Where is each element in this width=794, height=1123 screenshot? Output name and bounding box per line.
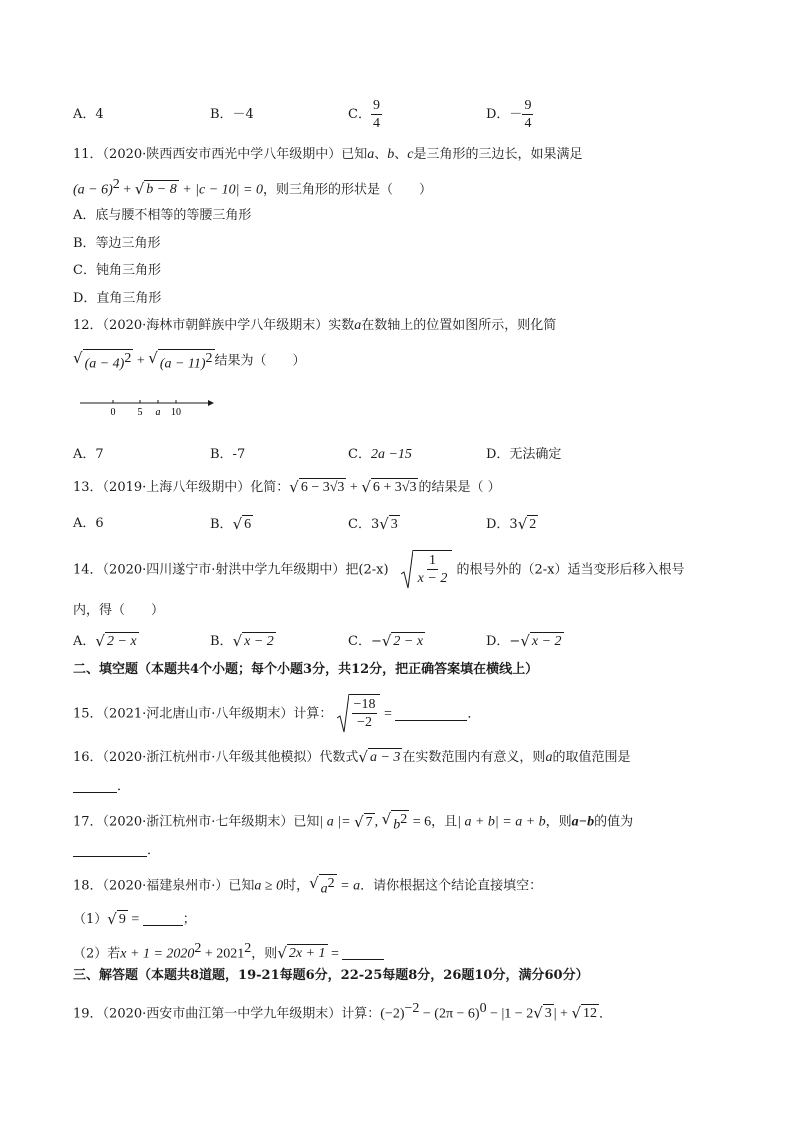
- separator: 、: [374, 147, 388, 162]
- radical-sign-icon: [401, 550, 413, 590]
- math-op: +: [119, 182, 135, 198]
- q10-option-a: A．4: [73, 107, 104, 122]
- punctuation: ．: [147, 843, 161, 858]
- var-b: b: [387, 147, 395, 162]
- q11-option-b: B．等边三角形: [73, 236, 161, 251]
- math-term: x + 1 = 2020: [120, 946, 195, 962]
- fraction-denominator: x − 2: [417, 571, 448, 586]
- math-op: =: [380, 706, 396, 722]
- sqrt: √ $(a - 11)^2$: [148, 349, 213, 372]
- punctuation: ．: [467, 706, 481, 722]
- sqrt: √ $a^2$: [309, 874, 335, 897]
- question-text: 的结果是（ ）: [418, 480, 501, 495]
- q14-option-a: [73, 632, 139, 651]
- math-term: | +: [553, 1006, 572, 1022]
- q13-stem: [73, 478, 501, 497]
- math-term: (−2): [380, 1006, 405, 1022]
- sqrt: √ $(a - 4)^2$: [73, 349, 132, 372]
- q14-option-d: [486, 632, 564, 651]
- axis-tick-label: a: [155, 407, 161, 418]
- exponent: 2: [400, 812, 408, 827]
- radical-sign-icon: [337, 694, 349, 734]
- sqrt: √ 7: [354, 812, 373, 831]
- punctuation: ．: [599, 1006, 613, 1022]
- question-text: 15．（2021·河北唐山市·八年级期末）计算：: [73, 706, 333, 722]
- question-text: 的值为: [594, 814, 634, 830]
- fraction-denominator: −2: [357, 715, 372, 730]
- var-a: a: [354, 318, 362, 333]
- radicand: (a − 11): [159, 356, 206, 372]
- answer-blank[interactable]: [342, 945, 384, 960]
- fraction-numerator: 1: [429, 553, 436, 568]
- radicand: 6 − 3√3: [300, 480, 345, 495]
- var-c: c: [407, 147, 414, 162]
- question-text: 在实数范围内有意义，则: [402, 750, 546, 765]
- radicand: (a − 4): [84, 356, 125, 372]
- question-text: 12．（2020·海林市朝鲜族中学八年级期末）实数: [73, 318, 355, 333]
- radicand: 12: [583, 1006, 598, 1022]
- radicand: a − 3: [369, 750, 401, 765]
- fraction-numerator: 9: [372, 98, 380, 113]
- question-text: 16．（2020·浙江杭州市·八年级其他模拟）代数式: [73, 750, 359, 765]
- sqrt: √ 2x + 1: [277, 944, 326, 963]
- answer-blank[interactable]: [73, 778, 117, 793]
- math-term: | a + b| = a + b: [457, 814, 546, 830]
- q12-stem-line2: [73, 349, 306, 373]
- sqrt: √ 6: [232, 515, 252, 533]
- math-term: a−b: [571, 814, 595, 830]
- sqrt-fraction: [337, 694, 381, 734]
- number-line-figure: [78, 396, 214, 418]
- q12-option-a: A．7: [73, 447, 104, 462]
- math-op: +: [133, 353, 149, 369]
- sqrt: √ b − 8: [134, 180, 177, 199]
- math-term: + |c − 10| = 0: [178, 182, 263, 198]
- math-term: (a − 6): [73, 182, 113, 198]
- exponent: 2: [327, 876, 335, 891]
- radicand: x − 2: [531, 634, 562, 649]
- math-expression: 2a −15: [370, 447, 412, 462]
- q19-stem: [73, 1000, 612, 1023]
- question-text: ，且: [431, 814, 458, 830]
- sqrt: √ a − 3: [358, 748, 401, 766]
- math-op: =: [327, 946, 343, 962]
- fraction: [371, 97, 382, 132]
- answer-blank[interactable]: [143, 911, 183, 926]
- math-term: − |1 − 2: [486, 1006, 534, 1022]
- radicand: b − 8: [146, 182, 177, 198]
- option-label: D．−: [486, 634, 521, 649]
- question-text: ，则三角形的形状是（ ）: [262, 182, 432, 198]
- question-text: ．请你根据这个结论直接填空：: [360, 878, 543, 894]
- q13-option-a: A．6: [73, 516, 104, 531]
- fraction: [522, 97, 533, 132]
- section-heading-solve: 三、解答题（本题共8道题，19-21每题6分，22-25每题8分，26题10分，满分60分）: [73, 968, 589, 983]
- separator: 、: [394, 147, 408, 162]
- radicand: x − 2: [244, 634, 274, 649]
- arrow-right-icon: [208, 400, 214, 406]
- sqrt: √ x − 2: [520, 632, 562, 650]
- radicand: 2 − x: [106, 634, 137, 649]
- question-text: 是三角形的三边长，如果满足: [413, 147, 583, 162]
- axis-tick-label: 10: [171, 407, 181, 418]
- fraction-numerator: 9: [524, 98, 532, 113]
- q12-stem-line1: [73, 317, 556, 335]
- punctuation: ．: [117, 779, 131, 794]
- question-text: ，则: [545, 814, 572, 830]
- exponent: 0: [479, 1001, 487, 1016]
- radicand: 6 + 3√3: [372, 480, 417, 495]
- radicand: b: [393, 817, 401, 833]
- math-op: =: [127, 912, 143, 927]
- radicand: 7: [365, 814, 373, 830]
- radicand: 2: [529, 517, 537, 532]
- math-term: = 6: [409, 814, 432, 830]
- q13-option-b: [210, 515, 253, 534]
- math-term: = a: [336, 878, 361, 894]
- radicand: 9: [118, 912, 126, 927]
- q18-part1: [73, 910, 196, 929]
- axis-tick-label: 0: [110, 407, 116, 418]
- q11-option-d: D．直角三角形: [73, 291, 162, 306]
- sqrt-fraction: [401, 550, 453, 590]
- option-label: D．3: [486, 517, 518, 532]
- math-op: +: [346, 480, 362, 495]
- q10-option-b: B．－4: [210, 107, 254, 122]
- q14-option-c: [348, 632, 425, 651]
- exponent: −2: [404, 1001, 420, 1016]
- question-text: 14．（2020·四川遂宁市·射洪中学九年级期中）把(2-x): [73, 562, 389, 578]
- q16-answer-line: [73, 778, 130, 796]
- question-text: 的根号外的（2-x）适当变形后移入根号: [456, 562, 685, 578]
- option-label: C．: [348, 107, 371, 122]
- q16-stem-line1: [73, 748, 630, 767]
- fraction-denominator: 4: [524, 116, 532, 131]
- answer-blank[interactable]: [73, 842, 147, 857]
- question-text: 的取值范围是: [552, 750, 631, 765]
- sqrt: √ $b^2$: [381, 810, 408, 833]
- math-term: | a |=: [319, 814, 355, 830]
- q12-option-c: [348, 446, 412, 464]
- q11-option-a: A．底与腰不相等的等腰三角形: [73, 208, 252, 223]
- option-label: D．－: [486, 107, 523, 122]
- sqrt: √ x − 2: [232, 632, 274, 650]
- q12-option-b: B．-7: [210, 447, 246, 462]
- question-text: 11．（2020·陕西西安市西光中学八年级期中）已知: [73, 147, 368, 162]
- question-text: 时，: [283, 878, 310, 894]
- part-label: （2）若: [73, 946, 121, 962]
- var-a: a: [367, 147, 375, 162]
- q17-stem-line1: [73, 810, 633, 834]
- question-text: 13．（2019·上海八年级期中）化简：: [73, 480, 290, 495]
- option-label: C．−: [348, 634, 382, 649]
- q14-option-b: [210, 632, 276, 651]
- option-label: B．: [210, 634, 233, 649]
- sqrt: √ 3: [533, 1004, 552, 1023]
- q11-option-c: C．钝角三角形: [73, 263, 161, 278]
- q11-stem-line2: [73, 176, 432, 199]
- radicand: 2x + 1: [288, 946, 326, 962]
- q18-stem: [73, 874, 542, 898]
- sqrt: √ 6 − 3√3: [289, 478, 345, 496]
- math-term: + 2021: [201, 946, 245, 962]
- axis-tick-label: 5: [137, 407, 143, 418]
- fraction-numerator: −18: [353, 697, 376, 712]
- option-label: C．3: [348, 517, 380, 532]
- q17-answer-line: [73, 842, 160, 860]
- q14-stem-line2: 内，得（ ）: [73, 603, 165, 618]
- exponent: 2: [194, 941, 202, 956]
- radicand: 3: [544, 1006, 552, 1022]
- sqrt: √ 12: [571, 1004, 598, 1023]
- question-text: 结果为（ ）: [214, 353, 306, 369]
- question-text: ，则: [251, 946, 278, 962]
- question-text: 17．（2020·浙江杭州市·七年级期末）已知: [73, 814, 320, 830]
- option-label: B．: [210, 517, 233, 532]
- sqrt: √ 2 − x: [95, 632, 137, 650]
- question-text: 19．（2020·西安市曲江第一中学九年级期末）计算：: [73, 1006, 381, 1022]
- option-label: C．: [348, 447, 371, 462]
- q10-option-d: [486, 97, 533, 132]
- q13-option-d: [486, 515, 538, 534]
- q10-option-c: [348, 97, 382, 132]
- sqrt: √ 9: [107, 910, 126, 928]
- exponent: 2: [205, 351, 213, 366]
- q13-option-c: [348, 515, 400, 534]
- part-label: （1）: [73, 912, 108, 927]
- math-op: ,: [374, 814, 382, 830]
- question-text: 在数轴上的位置如图所示，则化简: [361, 318, 557, 333]
- punctuation: ；: [182, 912, 196, 927]
- fraction-denominator: 4: [372, 116, 380, 131]
- var-a: a: [545, 750, 553, 765]
- q15-stem: [73, 694, 480, 734]
- option-label: A．: [73, 634, 96, 649]
- sqrt: √ 2: [517, 515, 537, 533]
- exponent: 2: [244, 941, 252, 956]
- math-term: − (2π − 6): [419, 1006, 480, 1022]
- q14-stem-line1: [73, 550, 684, 590]
- answer-blank[interactable]: [395, 706, 467, 721]
- q11-stem-line1: [73, 146, 583, 164]
- radicand: 2 − x: [393, 634, 424, 649]
- sqrt: √ 3: [379, 515, 398, 533]
- q12-option-d: D．无法确定: [486, 447, 562, 462]
- radicand: 6: [244, 517, 252, 532]
- math-term: a ≥ 0: [254, 878, 284, 894]
- q18-part2: [73, 940, 384, 963]
- section-heading-fill-in: 二、填空题（本题共4个小题；每个小题3分，共12分，把正确答案填在横线上）: [73, 662, 539, 677]
- sqrt: √ 2 − x: [381, 632, 424, 650]
- radicand: 3: [390, 517, 398, 532]
- sqrt: √ 6 + 3√3: [361, 478, 417, 496]
- exponent: 2: [124, 351, 132, 366]
- exponent: 2: [112, 177, 120, 192]
- question-text: 18．（2020·福建泉州市·）已知: [73, 878, 255, 894]
- radicand: a: [320, 881, 328, 897]
